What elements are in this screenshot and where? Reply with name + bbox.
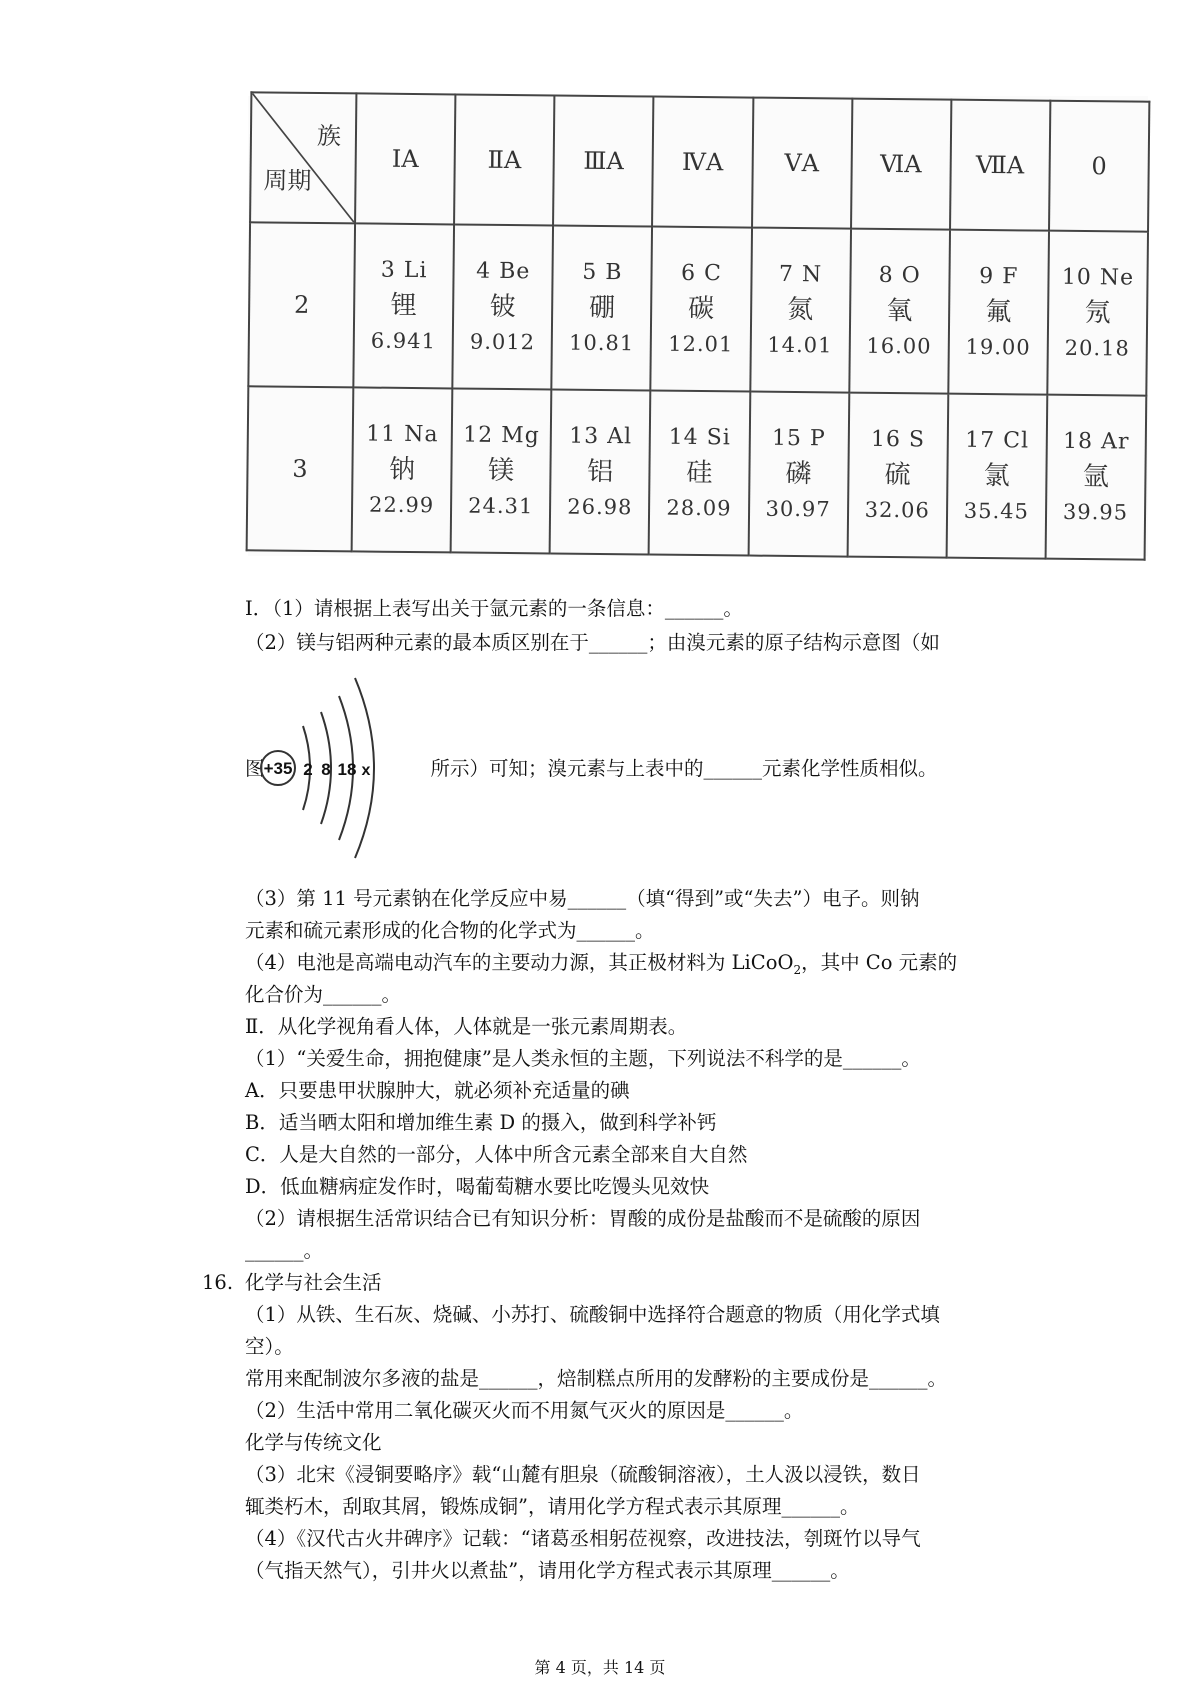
option-c: C．人是大自然的一部分，人体中所含元素全部来自大自然 [245,1143,748,1166]
period-header-label: 周期 [263,166,312,195]
element-number-symbol: 15 P [771,425,826,452]
element-number-symbol: 9 F [979,263,1019,290]
nucleus-charge: +35 [263,759,293,778]
page-footer: 第 4 页，共 14 页 [534,1658,666,1677]
element-number-symbol: 17 Cl [965,427,1030,454]
element-mass: 26.98 [567,494,633,520]
element-name: 硅 [686,457,713,489]
element-name: 锂 [390,290,417,322]
element-name: 铝 [587,456,614,488]
element-name: 碳 [687,293,715,325]
group-header: ⅦA [950,100,1050,231]
shell-electrons: 8 [321,760,331,779]
element-name: 氯 [983,461,1010,492]
element-number-symbol: 10 Ne [1061,264,1135,291]
element-cell [550,389,651,554]
element-cell [1047,231,1148,396]
group-header: ⅣA [652,97,752,228]
element-mass: 32.06 [864,497,930,523]
element-number-symbol: 12 Mg [463,422,540,449]
element-mass: 30.97 [765,496,831,522]
element-mass: 28.09 [666,495,732,521]
question-line: （2）请根据生活常识结合已有知识分析：胃酸的成份是盐酸而不是硫酸的原因 [245,1207,921,1230]
question-line: ______。 [245,1239,324,1262]
element-cell [750,228,851,393]
element-mass: 9.012 [469,329,536,355]
element-cell [649,391,750,556]
element-name: 氖 [1084,298,1111,329]
question-line: 元素和硫元素形成的化合物的化学式为______。 [245,919,655,942]
bromine-atom-structure-diagram [245,668,385,868]
periodic-table-image [248,96,1148,556]
element-mass: 20.18 [1064,335,1130,361]
element-mass: 35.45 [963,498,1030,524]
option-d: D．低血糖病症发作时，喝葡萄糖水要比吃馒头见效快 [245,1175,710,1198]
element-mass: 12.01 [668,331,734,357]
element-cell [452,224,553,389]
periodic-table [246,91,1151,560]
question-line: 常用来配制波尔多液的盐是______，焙制糕点所用的发酵粉的主要成份是______。 [245,1367,948,1390]
element-name: 镁 [487,455,515,487]
question-line: （4）《汉代古火井碑序》记载：“诸葛丞相躬莅视察，改进技法，刳斑竹以导气 [245,1527,921,1550]
element-number-symbol: 18 Ar [1062,428,1130,455]
element-number-symbol: 7 N [778,261,823,288]
element-number-symbol: 16 S [870,426,926,453]
line-prefix: 图 [245,757,265,780]
element-cell [1045,395,1146,560]
question-line: （1）“关爱生命，拥抱健康”是人类永恒的主题，下列说法不科学的是______。 [245,1047,921,1070]
question-line: Ⅱ．从化学视角看人体，人体就是一张元素周期表。 [245,1015,688,1038]
element-name: 钠 [388,454,416,486]
element-number-symbol: 13 Al [569,423,633,450]
shell-electrons: 2 [303,760,313,779]
element-name: 氟 [985,297,1012,328]
question-line: （2）镁与铝两种元素的最本质区别在于______；由溴元素的原子结构示意图（如 [245,631,940,654]
element-name: 氩 [1082,462,1110,493]
element-name: 硼 [588,292,616,324]
group-header: ⅡA [454,94,554,225]
element-number-symbol: 11 Na [366,421,439,448]
element-mass: 14.01 [767,332,833,358]
question-line: （3）北宋《浸铜要略序》载“山麓有胆泉（硫酸铜溶液），土人汲以浸铁，数日 [245,1463,921,1486]
element-mass: 10.81 [568,330,635,356]
question-line: 辄类朽木，刮取其屑，锻炼成铜”，请用化学方程式表示其原理______。 [245,1495,860,1518]
element-cell [552,225,653,390]
question-line [245,950,957,983]
option-b: B．适当晒太阳和增加维生素 D 的摄入，做到科学补钙 [245,1111,717,1134]
group-header-label: 族 [316,122,342,151]
section-heading: 化学与传统文化 [245,1431,382,1454]
option-a: A．只要患甲状腺肿大，就必须补充适量的碘 [245,1079,630,1102]
element-mass: 19.00 [965,334,1031,360]
element-number-symbol: 6 C [680,260,723,287]
element-mass: 24.31 [468,493,534,519]
element-number-symbol: 5 B [582,259,623,286]
element-mass: 39.95 [1062,499,1129,525]
period-label: 2 [248,222,355,387]
element-number-symbol: 3 Li [380,257,428,284]
group-header: 0 [1049,101,1149,232]
element-mass: 22.99 [368,492,435,518]
element-mass: 6.941 [370,328,437,354]
section-heading: 化学与社会生活 [245,1271,382,1294]
element-name: 氮 [787,294,814,326]
line-suffix: 所示）可知；溴元素与上表中的______元素化学性质相似。 [430,757,938,780]
group-header: ⅤA [752,98,852,229]
element-cell [352,387,453,552]
element-name: 硫 [884,459,911,491]
shell-electrons: 18 [337,760,357,779]
period-label: 3 [247,386,354,551]
shell-electrons: x [361,762,371,779]
group-header: ⅢA [553,95,653,226]
line-text: ，其中 Co 元素的 [801,951,958,974]
element-cell [849,229,950,394]
question-line: （3）第 11 号元素钠在化学反应中易______（填“得到”或“失去”）电子。则钠 [245,887,920,910]
element-number-symbol: 4 Be [476,258,531,285]
question-line: 空）。 [245,1335,294,1358]
question-line: （2）生活中常用二氧化碳灭火而不用氮气灭火的原因是______。 [245,1399,804,1422]
element-name: 氧 [886,295,913,327]
group-header: ⅠA [355,93,455,224]
element-cell [948,230,1049,395]
question-line: （气指天然气），引井火以煮盐”，请用化学方程式表示其原理______。 [245,1559,850,1582]
element-name: 铍 [489,291,517,323]
element-cell [451,388,552,553]
element-name: 磷 [785,458,812,490]
question-line: Ⅰ．（1）请根据上表写出关于氩元素的一条信息：______。 [245,597,743,620]
element-number-symbol: 14 Si [668,424,731,451]
element-cell [353,223,454,388]
element-cell [651,227,752,392]
element-cell [847,393,948,558]
subscript: 2 [793,962,802,977]
question-number: 16. [202,1271,234,1294]
element-mass: 16.00 [866,333,932,359]
element-cell [946,394,1047,559]
line-text: （4）电池是高端电动汽车的主要动力源，其正极材料为 LiCoO [245,951,794,974]
table-row-period-3 [247,386,1147,559]
table-corner-header [250,92,356,223]
question-line: 化合价为______。 [245,983,402,1006]
table-row-period-2 [248,222,1148,395]
element-number-symbol: 8 O [878,262,921,289]
element-cell [748,392,849,557]
group-header: ⅥA [851,99,951,230]
question-line: （1）从铁、生石灰、烧碱、小苏打、硫酸铜中选择符合题意的物质（用化学式填 [245,1303,940,1326]
